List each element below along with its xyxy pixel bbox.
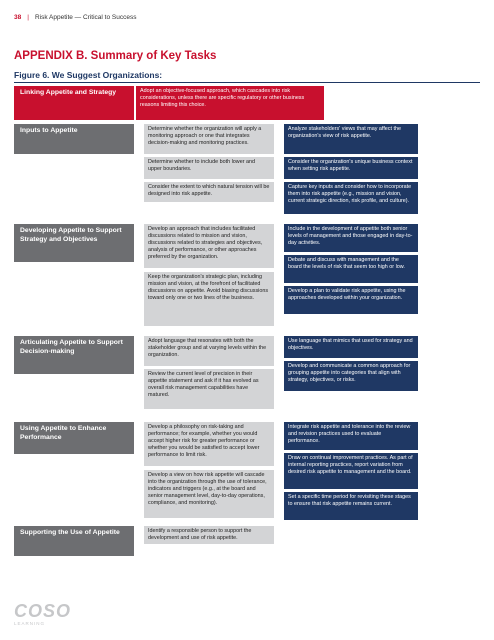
articulating-col1-item: Adopt language that resonates with both the stakeholder group and at varying levels within the organization. [144, 336, 274, 366]
inputs-col1-item: Determine whether the organization will apply a monitoring approach or one that integrates decision-making and monitoring practices. [144, 124, 274, 154]
inputs-col1-item: Determine whether to include both lower and upper boundaries. [144, 157, 274, 179]
summary-table [14, 86, 480, 556]
supporting-cell: Identify a responsible person to support the development and use of risk appetite. [144, 526, 274, 544]
using-col2-item: Integrate risk appetite and tolerance into the review and revision practices used to evaluate performance. [284, 422, 418, 450]
developing-col2-item: Develop a plan to validate risk appetite, using the approaches developed within your organization. [284, 286, 418, 314]
page-header [14, 14, 136, 21]
inputs-col2-item: Analyze stakeholders' views that may affect the organization's view of risk appetite. [284, 124, 418, 154]
using-col1-item: Develop a philosophy on risk-taking and performance; for example, whether you would accept higher risk for greater performance or whether you would be satisfied to accept lower performance to limit risk. [144, 422, 274, 466]
inputs-col2-item: Consider the organization's unique business context when setting risk appetite. [284, 157, 418, 179]
section-title: APPENDIX B. Summary of Key Tasks [14, 50, 217, 62]
articulating-col2-item: Use language that mimics that used for strategy and objectives. [284, 336, 418, 358]
using-col2-item: Draw on continual improvement practices. As part of internal reporting practices, report variation from desired risk appetite to management and the board. [284, 453, 418, 489]
row-label-supporting: Supporting the Use of Appetite [14, 526, 134, 556]
developing-col1-item: Develop an approach that includes facilitated discussions related to mission and vision, discussions related to strategies and objectives, analysis of performance, or other approaches preferred by the organization. [144, 224, 274, 268]
figure-title: Figure 6. We Suggest Organizations: [14, 70, 163, 80]
header-separator: | [27, 14, 29, 21]
logo-mark: COSO [14, 601, 72, 621]
using-col1-item: Develop a view on how risk appetite will cascade into the organization through the use of tolerance, indicators and triggers (e.g., at the board and senior management level, day-to-day operations, compliance, and monitoring). [144, 470, 274, 518]
inputs-col1-item: Consider the extent to which natural tension will be designed into risk appetite. [144, 182, 274, 202]
row-label-developing: Developing Appetite to Support Strategy and Objectives [14, 224, 134, 262]
row-label-linking: Linking Appetite and Strategy [14, 86, 134, 120]
title-rule [14, 82, 480, 83]
coso-logo [14, 602, 71, 626]
developing-col1-item: Keep the organization's strategic plan, including mission and vision, at the forefront of facilitated discussions on appetite. Avoid biasing discussions toward only one or two lines of the business. [144, 272, 274, 326]
developing-col2-item: Include in the development of appetite both senior levels of management and those engaged in day-to-day activities. [284, 224, 418, 252]
row-label-using: Using Appetite to Enhance Performance [14, 422, 134, 454]
articulating-col1-item: Review the current level of precision in their appetite statement and ask if it has evolved as overall risk management capabilities have matured. [144, 369, 274, 409]
running-title: Risk Appetite — Critical to Success [34, 14, 137, 21]
logo-tagline: LEARNING [14, 621, 46, 626]
linking-cell: Adopt an objective-focused approach, which cascades into risk considerations, unless there are specific regulatory or other business reasons limiting this choice. [136, 86, 324, 120]
row-label-articulating: Articulating Appetite to Support Decision-making [14, 336, 134, 374]
row-label-inputs: Inputs to Appetite [14, 124, 134, 154]
using-col2-item: Set a specific time period for revisiting these stages to ensure that risk appetite remains current. [284, 492, 418, 520]
inputs-col2-item: Capture key inputs and consider how to incorporate them into risk appetite (e.g., mission and vision, current strategic direction, risk profile, and culture). [284, 182, 418, 214]
articulating-col2-item: Develop and communicate a common approach for grouping appetite into categories that align with strategy, objectives, or risks. [284, 361, 418, 391]
developing-col2-item: Debate and discuss with management and the board the levels of risk that seem too high or low. [284, 255, 418, 283]
page-number: 38 [14, 14, 22, 21]
